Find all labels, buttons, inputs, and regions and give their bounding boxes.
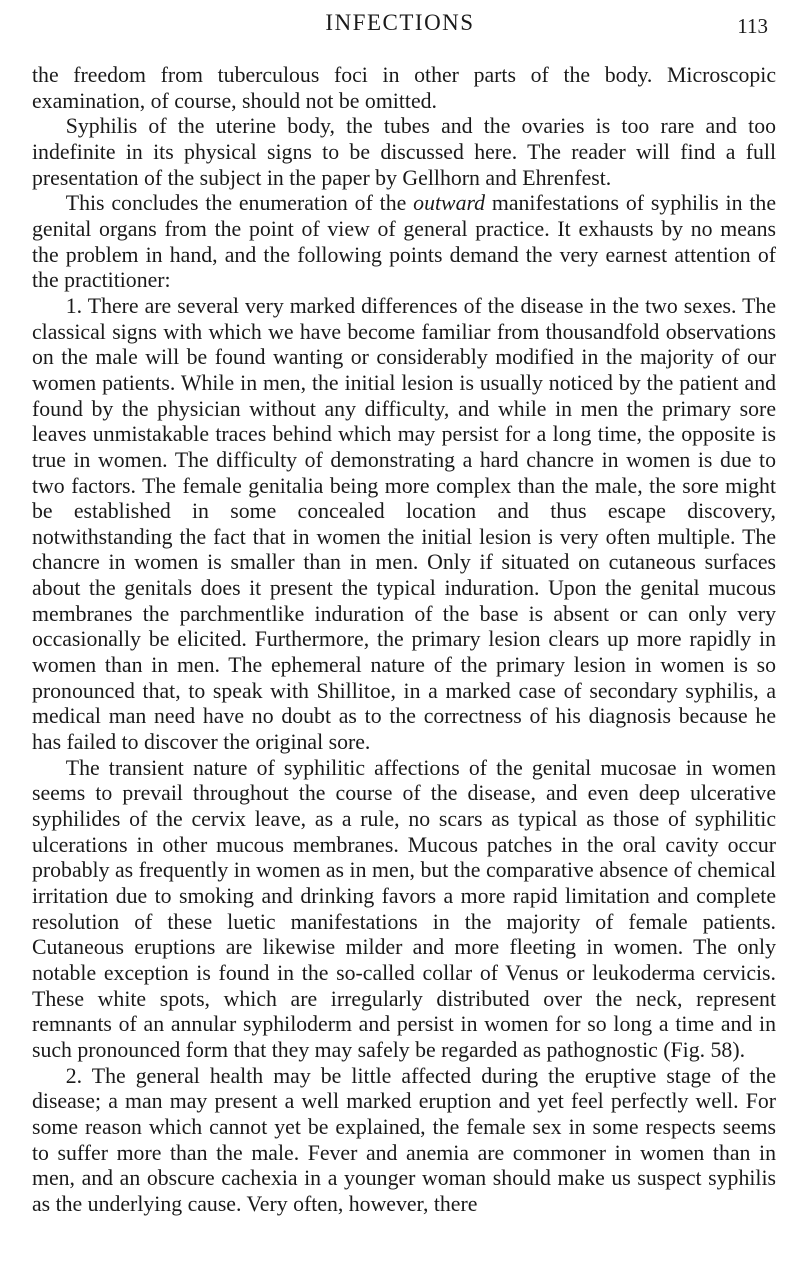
paragraph-transient-nature: The transient nature of syphilitic affections of the genital mucosae in women seems to prevail throughout the course of the disease, and even deep ulcerative syphilides of the cervix leave, as a rule, no scars as typical as those of syphilitic ulcerations in other mucous membranes. Mucous patches in the oral cavity occur probably as frequently in women as in men, but the comparative absence of chemical irritation due to smoking and drinking favors a more rapid limitation and complete resolution of these luetic manifestations in the majority of female patients. Cutaneous eruptions are likewise milder and more fleeting in women. The only notable exception is found in the so-called collar of Venus or leukoderma cervicis. These white spots, which are irregularly distributed over the neck, represent remnants of an annular syphiloderm and persist in women for so long a time and in such pronounced form that they may safely be regarded as pathognostic (Fig. 58). xyxy=(32,755,776,1062)
chapter-title: INFECTIONS xyxy=(325,10,475,35)
page-number: 113 xyxy=(737,14,768,38)
paragraph-point-2: 2. The general health may be little affected during the eruptive stage of the disease; a man may present a well marked eruption and yet feel perfectly well. For some reason which cannot yet be explained, the female sex in some respects seems to suffer more than the male. Fever and anemia are commoner in women than in men, and an obscure cachexia in a younger woman should make us suspect syphilis as the underlying cause. Very often, however, there xyxy=(32,1063,776,1216)
paragraph-continuation: the freedom from tuberculous foci in other parts of the body. Microscopic examination, of course, should not be omitted. xyxy=(32,63,776,113)
paragraph-point-1: 1. There are several very marked differences of the disease in the two sexes. The classical signs with which we have become familiar from thousandfold observations on the male will be found wanting or considerably modified in the majority of our women patients. While in men, the initial lesion is usually noticed by the patient and found by the physician without any difficulty, and while in men the primary sore leaves unmistakable traces behind which may persist for a long time, the opposite is true in women. The difficulty of demonstrating a hard chancre in women is due to two factors. The female genitalia being more complex than the male, the sore might be established in some concealed location and thus escape discovery, notwithstanding the fact that in women the initial lesion is very often multiple. The chancre in women is smaller than in men. Only if situated on cutaneous surfaces about the genitals does it present the typical induration. Upon the genital mucous membranes the parchmentlike induration of the base is absent or can only very occasionally be elicited. Furthermore, the primary lesion clears up more rapidly in women than in men. The ephemeral nature of the primary lesion in women is so pronounced that, to speak with Shillitoe, in a marked case of secondary syphilis, a medical man need have no doubt as to the correctness of his diagnosis because he has failed to discover the original sore. xyxy=(32,293,776,755)
paragraph-enumeration-conclusion xyxy=(32,191,776,294)
running-head xyxy=(0,8,800,48)
paragraph-text-start: This concludes the enumeration of the xyxy=(65,191,414,216)
body-text xyxy=(32,63,776,1218)
emphasized-word: outward xyxy=(413,191,486,216)
paragraph-text-end: manifestations of syphilis in the genital organs from the point of view of general practice. It exhausts by no means the problem in hand, and the following points demand the very earnest attention of the practitioner: xyxy=(32,191,776,293)
paragraph-uterine-syphilis: Syphilis of the uterine body, the tubes and the ovaries is too rare and too indefinite in its physical signs to be discussed here. The reader will find a full presentation of the subject in the paper by Gellhorn and Ehrenfest. xyxy=(32,114,776,190)
